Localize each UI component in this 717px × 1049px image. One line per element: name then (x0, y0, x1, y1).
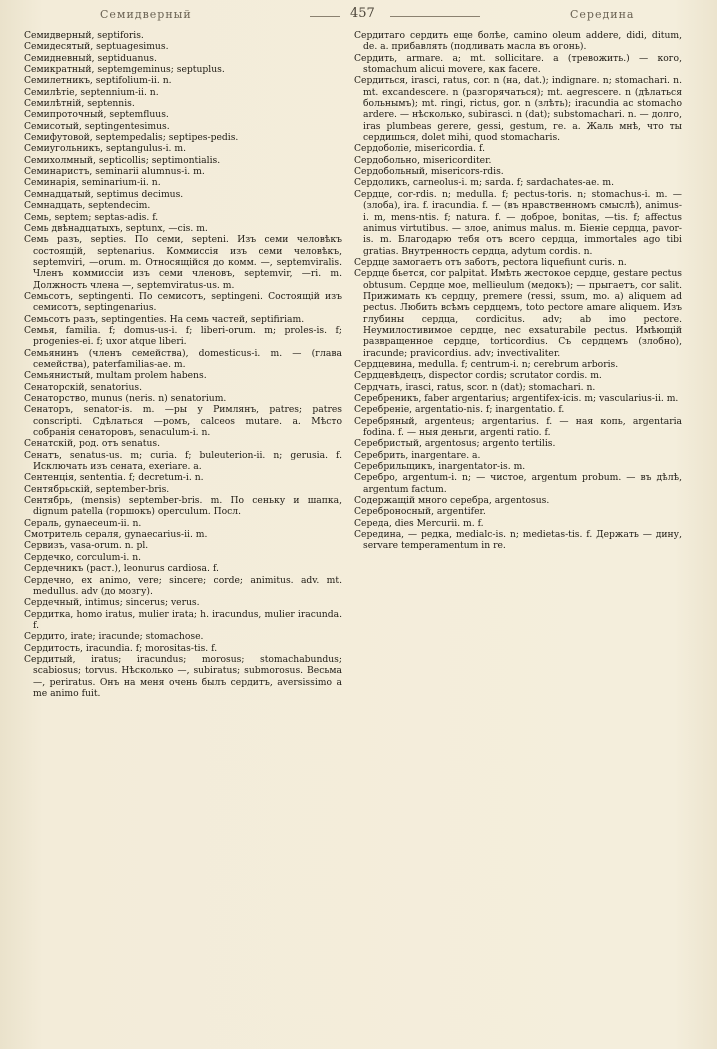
dictionary-entry: Сердобольный, misericors-rdis. (354, 166, 504, 178)
dictionary-entry: Сердитка, homo iratus, mulier irata; h. iracundus, mulier iracunda. f. (24, 608, 342, 631)
dictionary-entry: Серебреніе, argentatio-nis. f; inargentatio. f. (354, 404, 565, 416)
dictionary-entry: Семисотый, septingentesimus. (24, 120, 170, 132)
dictionary-entry: Содержащій много серебра, argentosus. (354, 495, 550, 507)
dictionary-entry: Сентенція, sententia. f; decretum-i. n. (24, 472, 204, 484)
dictionary-entry: Семиугольникъ, septangulus-i. m. (24, 143, 187, 155)
dictionary-entry: Семилетникъ, septifolium-ii. n. (24, 75, 172, 87)
dictionary-entry: Серебряный, argenteus; argentarius. f. — ная копь, argentaria fodina. f. — ныя деньги, argenti ratio. f. (354, 415, 682, 439)
dictionary-entry: Сердоликъ, carneolus-i. m; sarda. f; sardachates-ae. m. (354, 177, 615, 189)
dictionary-entry: Семьсотъ разъ, septingenties. На семь частей, septifiriam. (24, 313, 305, 325)
dictionary-entry: Смотритель сераля, gynaecarius-ii. m. (24, 529, 208, 541)
dictionary-entry: Сердоболіе, misericordia. f. (354, 143, 485, 155)
dictionary-entry: Семидверный, septiforis. (24, 30, 144, 41)
dictionary-entry: Семья, familia. f; domus-us-i. f; liberi-orum. m; proles-is. f; progenies-ei. f; uxor atque liberi. (24, 324, 342, 348)
header-left-guideword: Семидверный (100, 8, 192, 21)
dictionary-entry: Семнадцатый, septimus decimus. (24, 188, 184, 200)
dictionary-entry: Семьсотъ, septingenti. По семисотъ, septingeni. Состоящій изъ семисотъ, septingenarius. (24, 290, 342, 314)
dictionary-entry: Сердчать, irasci, ratus, scor. n (dat); stomachari. n. (354, 381, 596, 393)
dictionary-entry: Семь двѣнадцатыхъ, septunx, —cis. m. (24, 222, 208, 234)
dictionary-entry: Сердечникъ (раст.), leonurus cardiosa. f. (24, 563, 219, 575)
dictionary-entry: Сердечно, ex animo, vere; sincere; corde; animitus. adv. mt. medullus. adv (до мозгу). (24, 574, 342, 597)
dictionary-entry: Сердиться, irasci, ratus, cor. n (на, dat.); indignare. n; stomachari. n. mt. excandescere. n (разгорячаться); mt. aegrescere. n (дѣлаться больнымъ); mt. ringi, rictus, gor. n (злѣть); iracundia ac stomacho ardere. — нѣсколько, subirasci. n (dat); substomachari. n. — долго, iras plumbeas gerere, gessi, gestum, ге. a. Жаль мнѣ, что ты сердишься, dolet mihi, quod stomacharis. (354, 75, 682, 144)
dictionary-entry: Серебреникъ, faber argentarius; argentifex-icis. m; vascularius-ii. m. (354, 393, 679, 404)
dictionary-entry: Семинаристъ, seminarii alumnus-i. m. (24, 166, 205, 178)
dictionary-entry: Середа, dies Mercurii. m. f. (354, 517, 484, 529)
dictionary-entry: Семинарія, seminarium-ii. n. (24, 177, 161, 189)
dictionary-entry: Сердцевѣдецъ, dispector cordis; scrutator cordis. m. (354, 370, 602, 382)
dictionary-entry: Семилѣтіе, septennium-ii. n. (24, 86, 159, 98)
dictionary-entry: Сердечко, corculum-i. n. (24, 551, 142, 563)
dictionary-entry: Сервизъ, vasa-orum. n. pl. (24, 540, 149, 552)
dictionary-entry: Сердить, armare. a; mt. sollicitare. a (тревожить.) — кого, stomachum alicui movere, как facere. (354, 52, 682, 76)
dictionary-entry: Середина, — редка, medialc-is. n; medietas-tis. f. Держать — дину, servare temperamentum in re. (354, 529, 682, 552)
right-column (354, 30, 682, 552)
header-rule-right (390, 16, 480, 17)
dictionary-entry: Сердито, irate; iracunde; stomachose. (24, 631, 204, 643)
dictionary-entry: Сераль, gynaeceum-ii. n. (24, 517, 142, 529)
dictionary-entry: Семнадцать, septendecim. (24, 200, 151, 212)
dictionary-entry: Сердцевина, medulla. f; centrum-i. n; cerebrum arboris. (354, 358, 619, 370)
header-rule-left (310, 16, 340, 17)
dictionary-entry: Серебро, argentum-i. n; — чистое, argentum probum. — въ дѣлѣ, argentum factum. (354, 472, 682, 495)
page-number: 457 (350, 6, 375, 21)
dictionary-entry: Сенатъ, senatus-us. m; curia. f; buleuterion-ii. n; gerusia. f. Исключать изъ сената, exeriare. a. (24, 449, 342, 473)
dictionary-entry: Сердце бьется, cor palpitat. Имѣть жестокое сердце, gestare pectus obtusum. Сердце мое, mellieulum (медокъ); — прыгаетъ, cor salit. Прижимать къ сердцу, premere (ressi, ssum, mo. a) aliquem ad pectus. Любить всѣмъ сердцемъ, toto pectore amare aliquem. Изъ глубины сердца, cordicitus. adv; ab imo pectore. Неумилостивимое сердце, nec exsaturabile pectus. Имѣющій развращенное сердце, torticordius. Съ сердцемъ (злобно), iracunde; pravicordius. adv; invectivaliter. (354, 268, 682, 359)
dictionary-entry: Серебрить, inargentare. a. (354, 449, 481, 461)
dictionary-entry: Семихолмный, septicollis; septimontialis. (24, 154, 221, 166)
page-header (30, 6, 697, 26)
dictionary-entry: Сердитаго сердить еще болѣе, camino oleum addere, didi, ditum, de. a. прибавлять (подливать масла въ огонь). (354, 30, 682, 53)
dictionary-entry: Сенаторъ, senator-is. m. —ры у Римлянъ, patres; patres conscripti. Сдѣлаться —ромъ, calceos mutare. a. Мѣсто собранія сенаторовъ, senaculum-i. n. (24, 404, 342, 439)
dictionary-entry: Семь, septem; septas-adis. f. (24, 211, 159, 223)
dictionary-entry: Сентябрьскій, september-bris. (24, 483, 170, 495)
dictionary-entry: Семь разъ, septies. По семи, septeni. Изъ семи человѣкъ состоящій, septenarius. Коммиссія изъ семи человѣкъ, septemviri, —orum. m. Относящійся до комм. —, septemviralis. Членъ коммиссіи изъ семи членовъ, septemvir, —ri. m. Должность члена —, septemviratus-us. m. (24, 234, 342, 291)
dictionary-entry: Семидневный, septiduanus. (24, 52, 157, 64)
dictionary-entry: Семилѣтній, septennis. (24, 98, 135, 110)
dictionary-entry: Семипроточный, septemfluus. (24, 109, 169, 121)
dictionary-entry: Семьянинъ (членъ семейства), domesticus-i. m. — (глава семейства), paterfamilias-ae. m. (24, 347, 342, 370)
dictionary-entry: Сердитость, iracundia. f; morositas-tis. f. (24, 642, 218, 654)
dictionary-entry: Семидесятый, septuagesimus. (24, 41, 169, 53)
dictionary-entry: Сердце замогаетъ отъ заботъ, pectora liquefiunt curis. n. (354, 256, 627, 268)
dictionary-entry: Серебрильщикъ, inargentator-is. m. (354, 461, 526, 473)
dictionary-entry: Сереброносный, argentifer. (354, 506, 486, 518)
dictionary-entry: Сенаторскій, senatorius. (24, 381, 143, 393)
header-right-guideword: Середина (570, 8, 635, 21)
dictionary-entry: Сердце, cor-rdis. n; medulla. f; pectus-toris. n; stomachus-i. m. — (злоба), ira. f. iracundia. f. — (въ нравственномъ смыслѣ), animus-i. m, mens-ntis. f; natura. f. — доброе, bonitas, —tis. f; affectus animus virtutibus. — злое, animus malus. m. Біеніе сердца, pavor-is. m. Благодарю тебя отъ всего сердца, immortales ago tibi gratias. Внутренность сердца, adytum cordis. n. (354, 188, 682, 257)
dictionary-entry: Сердечный, intimus; sincerus; verus. (24, 597, 200, 609)
dictionary-entry: Сенаторство, munus (neris. n) senatorium. (24, 393, 227, 404)
dictionary-entry: Семифутовой, septempedalis; septipes-pedis. (24, 132, 239, 144)
dictionary-entry: Семьянистый, multam prolem habens. (24, 370, 207, 382)
dictionary-entry: Сердобольно, misericorditer. (354, 154, 492, 166)
dictionary-entry: Сентябрь, (mensis) september-bris. m. По сеньку и шапка, dignum patella (горшокъ) operculum. Посл. (24, 495, 342, 518)
dictionary-entry: Сенатскій, род. отъ senatus. (24, 438, 161, 450)
dictionary-entry: Семикратный, septemgeminus; septuplus. (24, 64, 225, 76)
dictionary-entry: Серебристый, argentosus; argento tertilis. (354, 438, 556, 450)
dictionary-entry: Сердитый, iratus; iracundus; morosus; stomachabundus; scabiosus; torvus. Нѣсколько —, subiratus; submorosus. Весьма —, periratus. Онъ на меня очень былъ сердитъ, aversissimo a me animo fuit. (24, 653, 342, 699)
left-column (24, 30, 342, 699)
